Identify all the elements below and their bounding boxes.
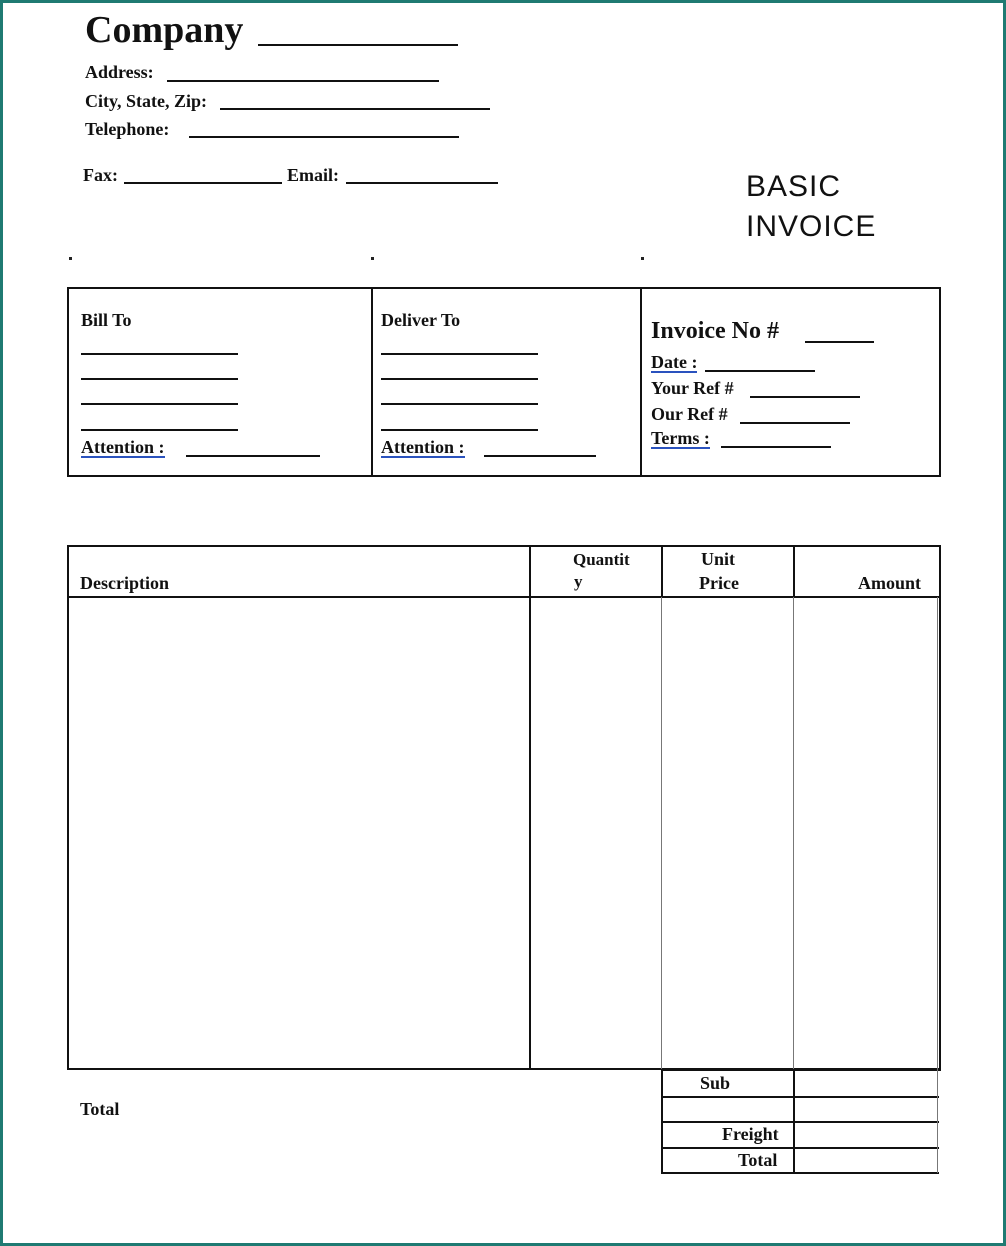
column-divider: [661, 545, 663, 597]
description-header: Description: [80, 573, 169, 593]
totals-line: [661, 1172, 939, 1174]
bill-to-line-2[interactable]: [81, 378, 238, 380]
address-label: Address:: [85, 62, 154, 82]
unit-price-header-line2: Price: [699, 573, 739, 593]
unit-price-header-line1: Unit: [701, 549, 736, 569]
column-divider-thin: [793, 597, 794, 1069]
column-divider: [529, 545, 531, 1070]
deliver-to-label: Deliver To: [381, 310, 461, 330]
bill-to-label: Bill To: [81, 310, 132, 330]
your-ref-label: Your Ref #: [651, 378, 734, 398]
date-label: Date :: [651, 352, 698, 372]
address-line[interactable]: [167, 80, 439, 82]
bill-to-line-3[interactable]: [81, 403, 238, 405]
terms-line[interactable]: [721, 446, 831, 448]
items-table: [67, 545, 941, 1070]
totals-line: [661, 1121, 939, 1123]
deliver-to-line-3[interactable]: [381, 403, 538, 405]
quantity-header-line1: Quantit: [573, 550, 630, 569]
totals-divider-thin: [937, 1069, 938, 1173]
freight-label: Freight: [722, 1124, 779, 1144]
quantity-header-line2: y: [574, 572, 583, 591]
dot-mark: [641, 257, 644, 260]
totals-line: [661, 1069, 941, 1071]
invoice-no-line[interactable]: [805, 341, 874, 343]
sub-label: Sub: [700, 1073, 731, 1093]
email-label: Email:: [287, 165, 339, 185]
fax-label: Fax:: [83, 165, 118, 185]
total-left-label: Total: [80, 1099, 120, 1119]
totals-line: [661, 1147, 939, 1149]
company-label: Company: [85, 9, 244, 51]
column-divider-thin: [937, 597, 938, 1069]
dot-mark: [371, 257, 374, 260]
sub-total-field[interactable]: [796, 1072, 936, 1094]
your-ref-line[interactable]: [750, 396, 860, 398]
totals-line: [661, 1096, 939, 1098]
deliver-to-line-1[interactable]: [381, 353, 538, 355]
title-invoice: INVOICE: [746, 210, 877, 243]
column-divider-thin: [661, 597, 662, 1069]
deliver-to-line-2[interactable]: [381, 378, 538, 380]
city-line[interactable]: [220, 108, 490, 110]
divider: [371, 287, 373, 477]
bill-attention-line[interactable]: [186, 455, 320, 457]
email-line[interactable]: [346, 182, 498, 184]
company-line[interactable]: [258, 44, 458, 46]
freight-field[interactable]: [796, 1124, 936, 1146]
table-header-divider: [67, 596, 941, 598]
deliver-attention-line[interactable]: [484, 455, 596, 457]
divider: [640, 287, 642, 477]
terms-label: Terms :: [651, 428, 710, 448]
totals-divider: [661, 1069, 663, 1173]
totals-divider: [793, 1069, 795, 1173]
dot-mark: [69, 257, 72, 260]
bill-to-line-1[interactable]: [81, 353, 238, 355]
bill-to-line-4[interactable]: [81, 429, 238, 431]
telephone-label: Telephone:: [85, 119, 170, 139]
invoice-no-label: Invoice No #: [651, 318, 779, 344]
column-divider: [793, 545, 795, 597]
our-ref-line[interactable]: [740, 422, 850, 424]
deliver-attention-label: Attention :: [381, 437, 465, 457]
amount-header: Amount: [858, 573, 922, 593]
telephone-line[interactable]: [189, 136, 459, 138]
title-basic: BASIC: [746, 170, 842, 203]
city-label: City, State, Zip:: [85, 91, 208, 111]
deliver-to-line-4[interactable]: [381, 429, 538, 431]
date-line[interactable]: [705, 370, 815, 372]
our-ref-label: Our Ref #: [651, 404, 728, 424]
address-box: [67, 287, 941, 477]
fax-line[interactable]: [124, 182, 282, 184]
grand-total-field[interactable]: [796, 1150, 936, 1172]
total-label: Total: [738, 1150, 778, 1170]
bill-attention-label: Attention :: [81, 437, 165, 457]
